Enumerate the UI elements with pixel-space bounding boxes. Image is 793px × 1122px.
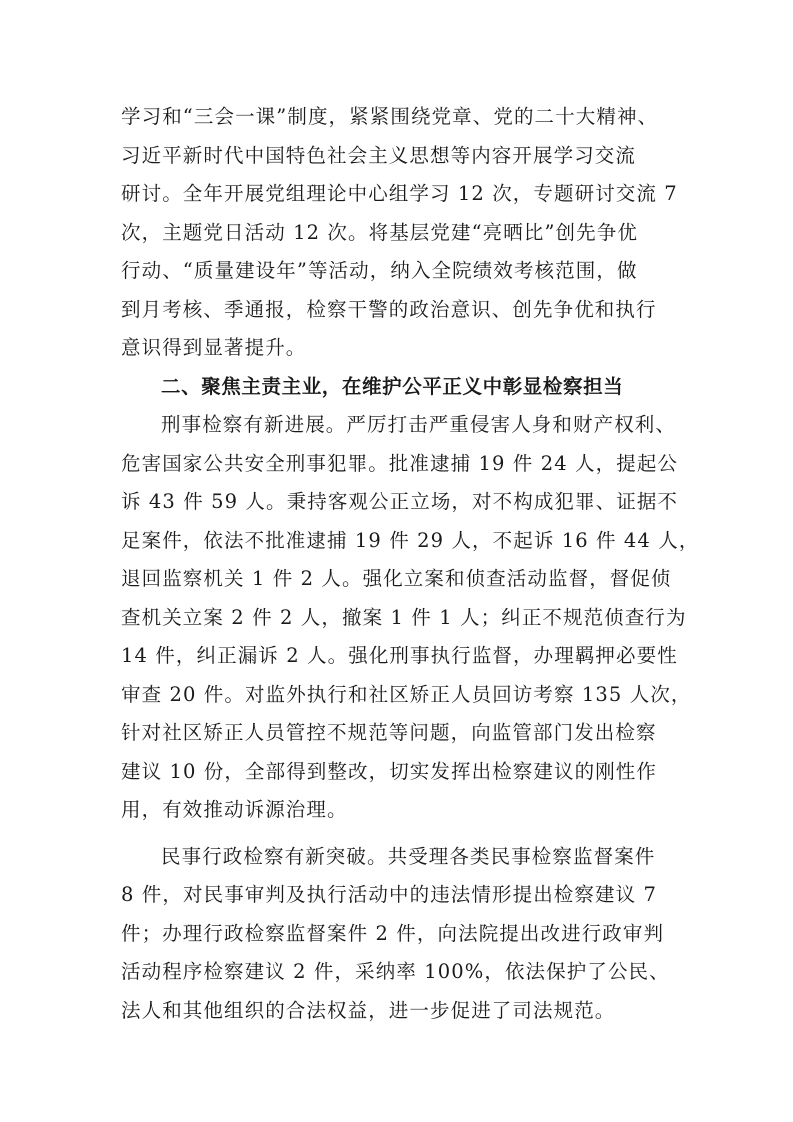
paragraph-criminal-procuratorate	[121, 406, 700, 830]
paragraph-spacer	[121, 830, 691, 838]
text-line: 8 件，对民事审判及执行活动中的违法情形提出检察建议 7	[121, 883, 658, 906]
text-line: 活动程序检察建议 2 件，采纳率 100%，依法保护了公民、	[121, 960, 670, 983]
text-line: 习近平新时代中国特色社会主义思想等内容开展学习交流	[121, 143, 637, 167]
text-line: 意识得到显著提升。	[121, 336, 307, 359]
text-line: 学习和“三会一课”制度，紧紧围绕党章、党的二十大精神、	[121, 105, 659, 128]
text-line: 件；办理行政检察监督案件 2 件，向法院提出改进行政审判	[121, 921, 665, 945]
text-line: 足案件，依法不批准逮捕 19 件 29 人，不起诉 16 件 44 人，	[121, 528, 700, 552]
text-line: 民事行政检察有新突破。共受理各类民事检察监督案件	[161, 844, 656, 868]
text-line: 次，主题党日活动 12 次。将基层党建“亮晒比”创先争优	[121, 220, 638, 244]
document-body	[121, 98, 700, 1030]
paragraph-civil-administrative	[121, 838, 691, 1031]
text-line: 退回监察机关 1 件 2 人。强化立案和侦查活动监督，督促侦	[121, 567, 672, 590]
text-line: 建议 10 份，全部得到整改，切实发挥出检察建议的刚性作	[121, 759, 658, 783]
paragraph-party-building	[121, 98, 691, 368]
text-line: 诉 43 件 59 人。秉持客观公正立场，对不构成犯罪、证据不	[121, 490, 679, 513]
section-heading: 二、聚焦主责主业，在维护公平正义中彰显检察担当	[161, 374, 624, 398]
text-line: 查机关立案 2 件 2 人，撤案 1 件 1 人；纠正不规范侦查行为	[121, 605, 687, 629]
text-line: 针对社区矫正人员管控不规范等问题，向监管部门发出检察	[121, 721, 657, 744]
text-line: 研讨。全年开展党组理论中心组学习 12 次，专题研讨交流 7	[121, 182, 678, 205]
text-line: 用，有效推动诉源治理。	[121, 798, 348, 821]
text-line: 14 件，纠正漏诉 2 人。强化刑事执行监督，办理羁押必要性	[121, 644, 678, 667]
text-line: 审查 20 件。对监外执行和社区矫正人员回访考察 135 人次，	[121, 682, 692, 706]
text-line: 刑事检察有新进展。严厉打击严重侵害人身和财产权利、	[161, 413, 677, 436]
text-line: 到月考核、季通报，检察干警的政治意识、创先争优和执行	[121, 297, 657, 321]
text-line: 法人和其他组织的合法权益，进一步促进了司法规范。	[121, 998, 616, 1022]
text-line: 危害国家公共安全刑事犯罪。批准逮捕 19 件 24 人，提起公	[121, 451, 679, 475]
text-line: 行动、“质量建设年”等活动，纳入全院绩效考核范围，做	[121, 259, 638, 282]
